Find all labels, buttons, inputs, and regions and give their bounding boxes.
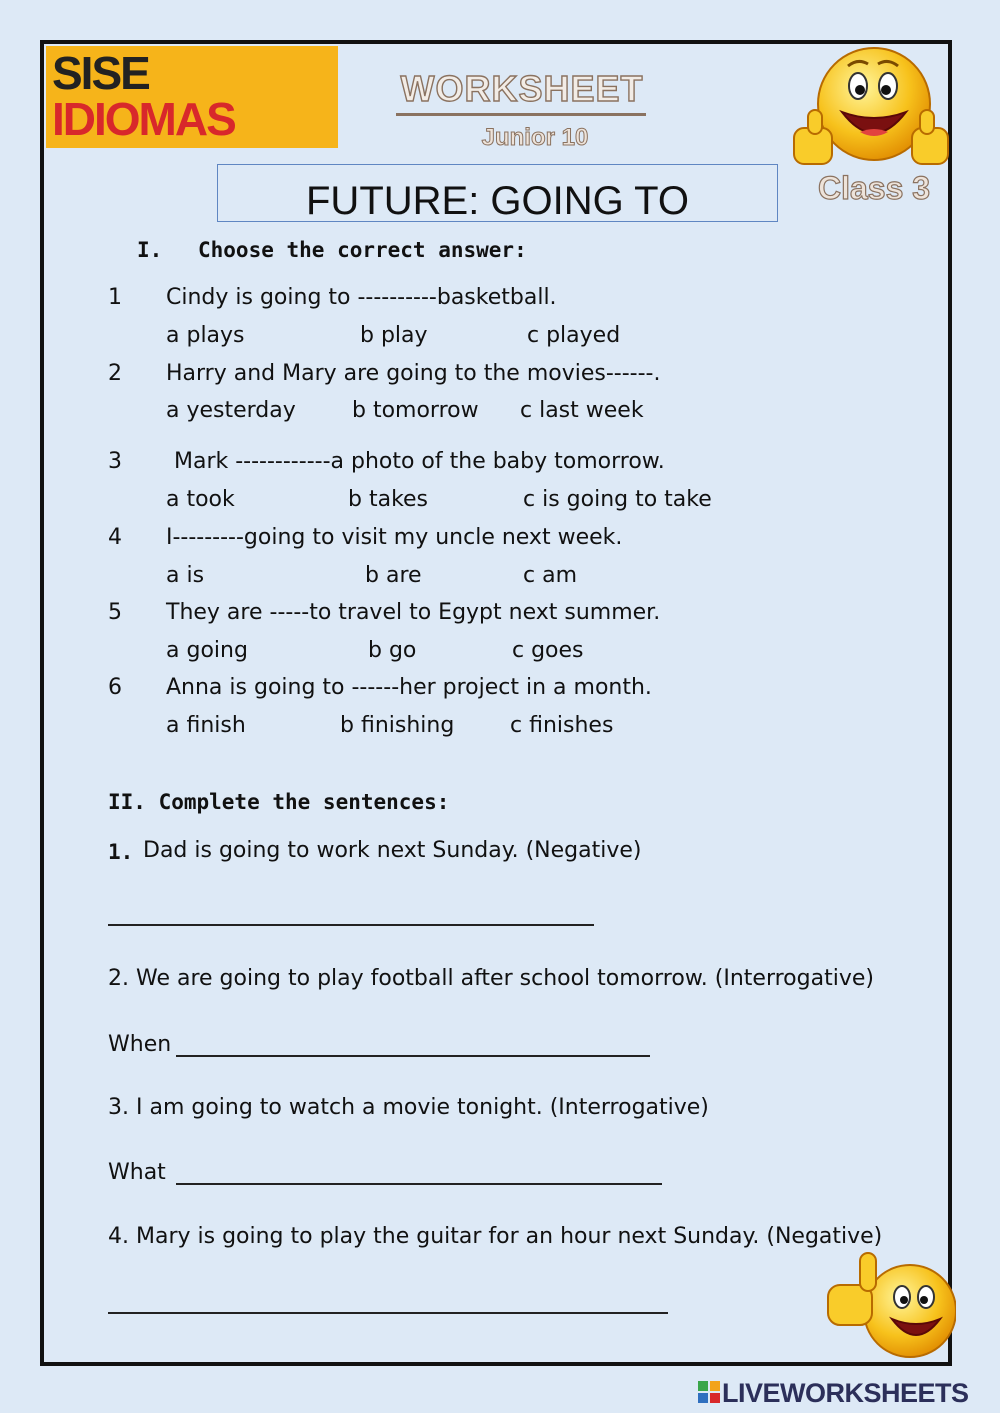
main-title: FUTURE: GOING TO <box>217 164 778 222</box>
logo-line2: IDIOMAS <box>52 93 235 145</box>
answer-option-a[interactable]: a is <box>166 563 205 588</box>
answer-blank-1[interactable] <box>108 924 594 926</box>
class-label: Class 3 <box>818 170 931 206</box>
answer-option-b[interactable]: b finishing <box>340 713 455 738</box>
worksheet-title-underline <box>396 113 646 116</box>
question-text: I---------going to visit my uncle next week. <box>166 525 623 550</box>
answer-option-b[interactable]: b are <box>365 563 422 588</box>
logo-line1: SISE <box>52 47 149 99</box>
answer-blank-3[interactable] <box>176 1183 662 1185</box>
answer-prompt: What <box>108 1160 166 1185</box>
sentence-text: 3. I am going to watch a movie tonight. (Interrogative) <box>108 1095 709 1120</box>
sentence-number: 1. <box>108 840 134 864</box>
answer-option-c[interactable]: c last week <box>520 398 644 423</box>
question-number: 4 <box>108 525 122 550</box>
answer-option-a[interactable]: a took <box>166 487 235 512</box>
answer-option-b[interactable]: b go <box>368 638 417 663</box>
answer-option-a[interactable]: a yesterday <box>166 398 296 423</box>
question-number: 5 <box>108 600 122 625</box>
sentence-text: Dad is going to work next Sunday. (Negative) <box>143 838 642 863</box>
answer-option-c[interactable]: c finishes <box>510 713 614 738</box>
worksheet-title: WORKSHEET <box>400 68 644 109</box>
answer-option-b[interactable]: b play <box>360 323 428 348</box>
question-number: 2 <box>108 361 122 386</box>
sentence-text: 4. Mary is going to play the guitar for an hour next Sunday. (Negative) <box>108 1224 883 1249</box>
answer-option-c[interactable]: c is going to take <box>523 487 712 512</box>
question-number: 1 <box>108 285 122 310</box>
answer-blank-4[interactable] <box>108 1312 668 1314</box>
question-text: Mark ------------a photo of the baby tomorrow. <box>174 449 665 474</box>
answer-option-c[interactable]: c am <box>523 563 578 588</box>
answer-option-a[interactable]: a finish <box>166 713 246 738</box>
answer-option-b[interactable]: b tomorrow <box>352 398 479 423</box>
answer-blank-2[interactable] <box>176 1055 650 1057</box>
answer-option-a[interactable]: a going <box>166 638 248 663</box>
answer-option-c[interactable]: c goes <box>512 638 584 663</box>
section1-heading: Choose the correct answer: <box>198 238 527 262</box>
question-number: 6 <box>108 675 122 700</box>
question-text: Harry and Mary are going to the movies------. <box>166 361 661 386</box>
liveworksheets-logo-icon <box>698 1381 720 1403</box>
question-text: They are -----to travel to Egypt next summer. <box>166 600 661 625</box>
liveworksheets-brand: LIVEWORKSHEETS <box>722 1378 969 1408</box>
answer-prompt: When <box>108 1032 172 1057</box>
answer-option-b[interactable]: b takes <box>348 487 429 512</box>
section2-heading: II. Complete the sentences: <box>108 790 450 814</box>
answer-option-c[interactable]: c played <box>527 323 621 348</box>
question-text: Anna is going to ------her project in a month. <box>166 675 652 700</box>
section1-number: I. <box>137 238 163 262</box>
question-text: Cindy is going to ----------basketball. <box>166 285 557 310</box>
worksheet-subtitle: Junior 10 <box>481 124 589 151</box>
thumbs-up-smiley-icon <box>790 44 952 172</box>
thumbs-up-smiley-icon <box>826 1247 956 1365</box>
sentence-text: 2. We are going to play football after school tomorrow. (Interrogative) <box>108 966 874 991</box>
question-number: 3 <box>108 449 122 474</box>
sise-idiomas-logo <box>46 46 338 148</box>
answer-option-a[interactable]: a plays <box>166 323 245 348</box>
